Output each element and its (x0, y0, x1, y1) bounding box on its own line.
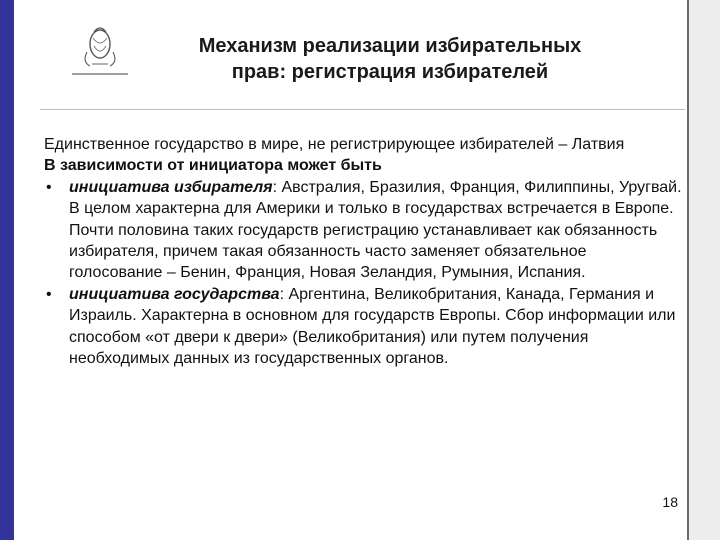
emblem-icon (72, 22, 128, 82)
bullet-text: : Австралия, Бразилия, Франция, Филиппины, Уругвай. В целом характерна для Америки и только в государствах встречается в Европе. Почти половина таких государств регистрацию устанавливает как обязанность избирателя, причем такая обязанность часто заменяет обязательное голосование – Бенин, Франция, Новая Зеландия, Румыния, Испания. (69, 178, 682, 282)
title-line-2: прав: регистрация избирателей (231, 61, 549, 83)
title-divider (40, 109, 685, 110)
left-accent-bar (0, 0, 14, 540)
bullet-term: инициатива государства (69, 285, 280, 303)
bullet-term: инициатива избирателя (69, 178, 273, 196)
intro-paragraph: Единственное государство в мире, не регистрирующее избирателей – Латвия (44, 136, 625, 153)
bullet-item-state-initiative (44, 284, 684, 370)
bullet-marker: • (46, 285, 52, 303)
bullet-marker: • (46, 178, 52, 196)
bullet-item-voter-initiative (44, 177, 684, 284)
right-band (689, 0, 720, 540)
section-heading: В зависимости от инициатора может быть (44, 157, 382, 175)
page-number: 18 (662, 494, 678, 510)
slide-title (140, 33, 640, 85)
content-body (44, 134, 684, 369)
title-line-1: Механизм реализации избирательных (198, 35, 582, 57)
bullet-text: : Аргентина, Великобритания, Канада, Германия и Израиль. Характерна в основном для государств Европы. Сбор информации или способом «от двери к двери» (Великобритания) или путем получения необходимых данных из государственных органов. (69, 285, 676, 368)
